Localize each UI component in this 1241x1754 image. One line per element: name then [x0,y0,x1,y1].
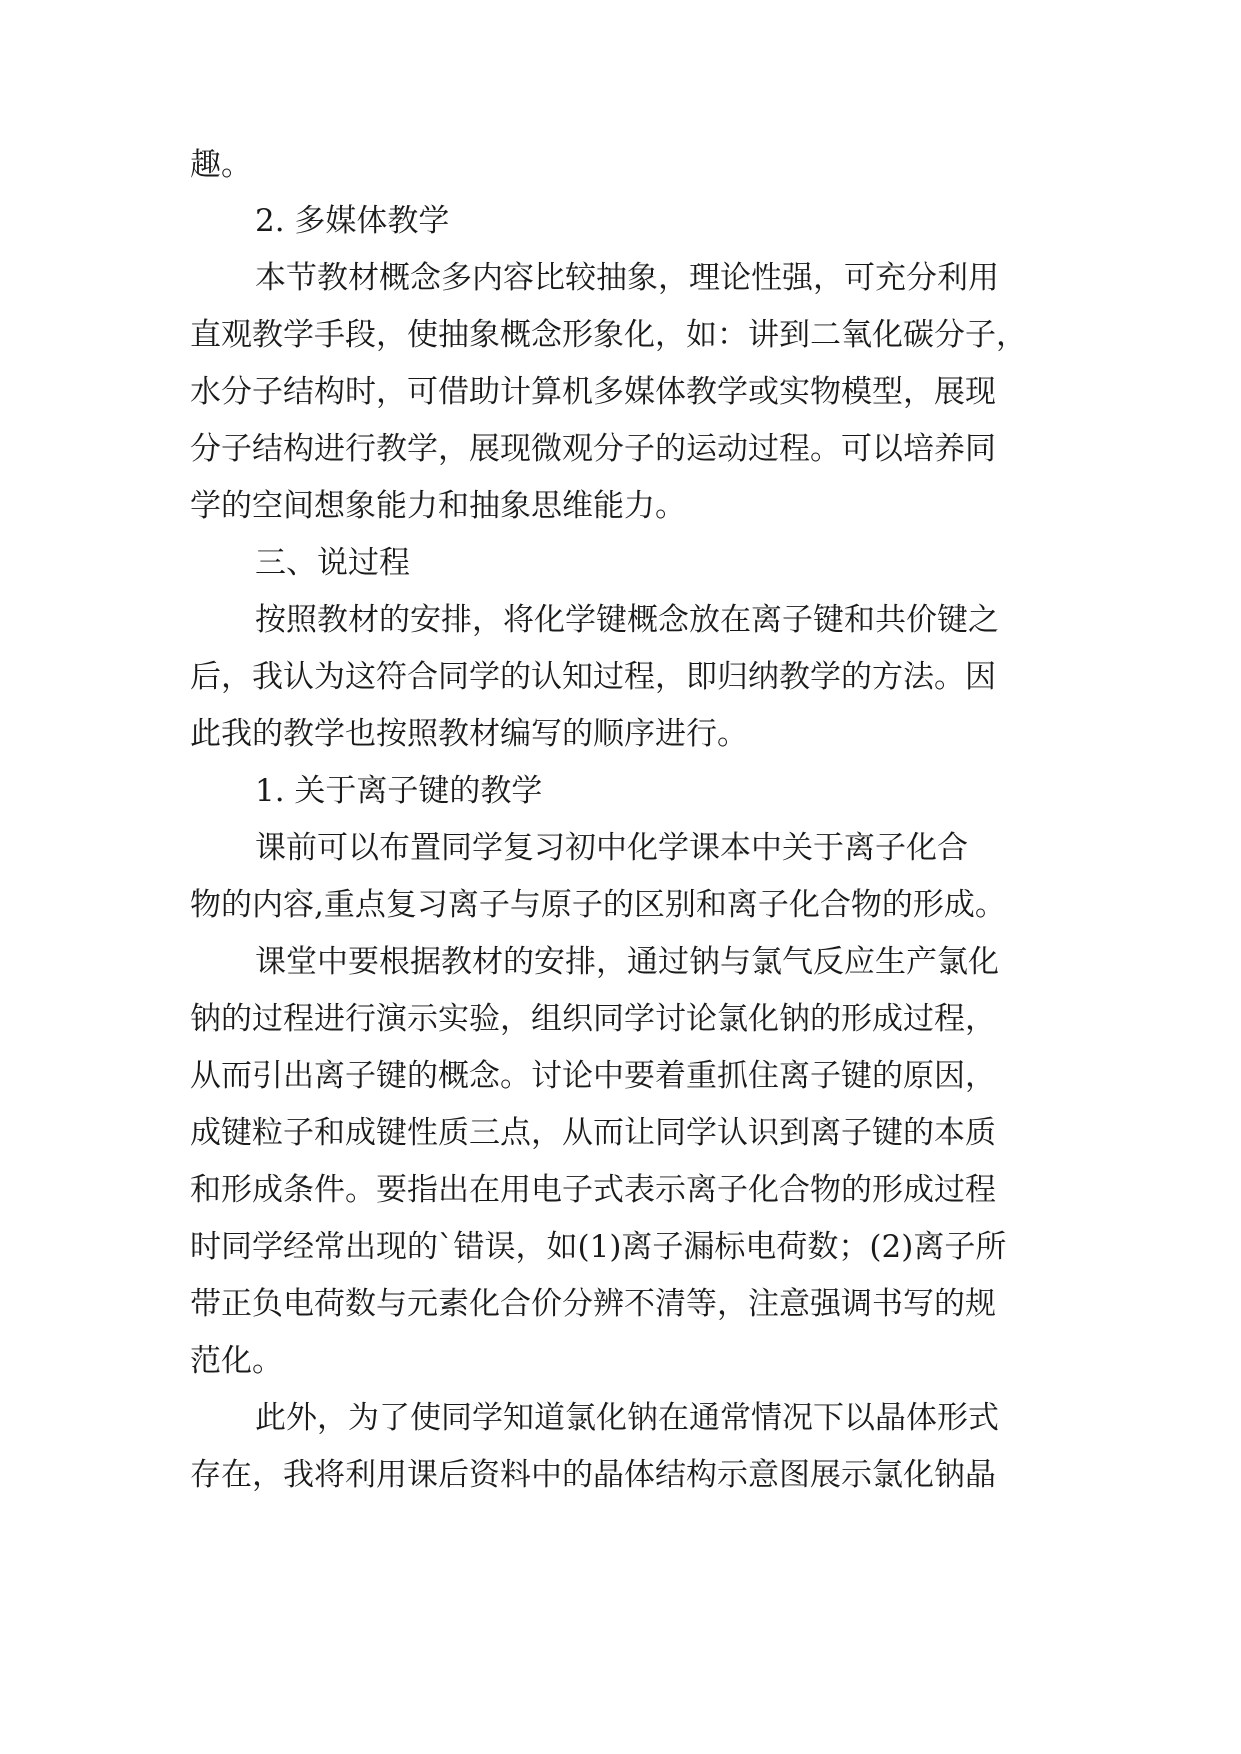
text-line-19: 和形成条件。要指出在用电子式表示离子化合物的形成过程 [190,1172,996,1208]
text-line-9: 按照教材的安排，将化学键概念放在离子键和共价键之 [255,602,999,638]
section-heading-ionic-bond: 1. 关于离子键的教学 [255,773,543,809]
text-line-11: 此我的教学也按照教材编写的顺序进行。 [190,716,748,752]
text-line-22: 范化。 [190,1343,283,1379]
text-line-3: 本节教材概念多内容比较抽象，理论性强，可充分利用 [255,260,999,296]
section-heading-process: 三、说过程 [255,545,410,581]
text-line-17: 从而引出离子键的概念。讨论中要着重抓住离子键的原因， [190,1058,996,1094]
section-heading-multimedia: 2. 多媒体教学 [255,203,450,239]
text-line-24: 存在，我将利用课后资料中的晶体结构示意图展示氯化钠晶 [190,1457,996,1493]
text-line-15: 课堂中要根据教材的安排，通过钠与氯气反应生产氯化 [255,944,999,980]
text-line-16: 钠的过程进行演示实验，组织同学讨论氯化钠的形成过程， [190,1001,996,1037]
text-line-1: 趣。 [190,147,252,183]
text-line-14: 物的内容,重点复习离子与原子的区别和离子化合物的形成。 [190,887,1006,923]
text-line-13: 课前可以布置同学复习初中化学课本中关于离子化合 [255,830,968,866]
text-line-23: 此外，为了使同学知道氯化钠在通常情况下以晶体形式 [255,1400,999,1436]
text-line-21: 带正负电荷数与元素化合价分辨不清等，注意强调书写的规 [190,1286,996,1322]
text-line-18: 成键粒子和成键性质三点，从而让同学认识到离子键的本质 [190,1115,996,1151]
text-line-6: 分子结构进行教学，展现微观分子的运动过程。可以培养同 [190,431,996,467]
text-line-7: 学的空间想象能力和抽象思维能力。 [190,488,686,524]
text-line-4: 直观教学手段，使抽象概念形象化，如：讲到二氧化碳分子， [190,317,1027,353]
text-line-5: 水分子结构时，可借助计算机多媒体教学或实物模型，展现 [190,374,996,410]
text-line-20: 时同学经常出现的`错误，如(1)离子漏标电荷数；(2)离子所 [190,1229,1007,1265]
text-line-10: 后，我认为这符合同学的认知过程，即归纳教学的方法。因 [190,659,996,695]
